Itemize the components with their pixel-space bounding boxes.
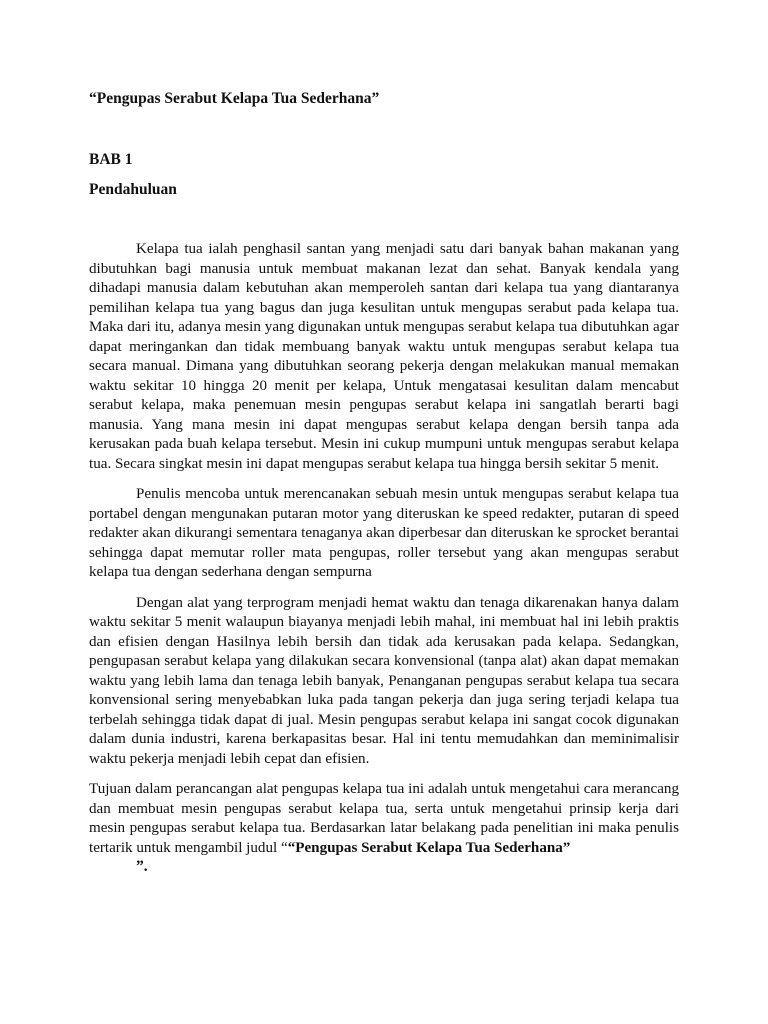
section-heading: Pendahuluan (89, 181, 177, 198)
paragraph-4-bold-title: “Pengupas Serabut Kelapa Tua Sederhana” (287, 839, 571, 856)
paragraph-2: Penulis mencoba untuk merencanakan sebuah mesin untuk mengupas serabut kelapa tua portabel dengan mengunakan putaran motor yang diteruskan ke speed redakter, putaran di speed redakter akan dikurangi sementara tenaganya akan diperbesar dan diteruskan ke sprocket berantai sehingga dapat memutar roller mata pengupas, roller tersebut yang akan mengupas serabut kelapa tua dengan sederhana dengan sempurna (89, 486, 679, 580)
paragraph-4 (89, 780, 679, 858)
paragraph-3: Dengan alat yang terprogram menjadi hemat waktu dan tenaga dikarenakan hanya dalam waktu sekitar 5 menit walaupun biayanya menjadi lebih mahal, ini membuat hal ini lebih praktis dan efisien dengan Hasilnya lebih bersih dan tidak ada kerusakan pada kelapa. Sedangkan, pengupasan serabut kelapa yang dilakukan secara konvensional (tanpa alat) akan dapat memakan waktu yang lebih lama dan tenaga lebih banyak, Penanganan pengupas serabut kelapa tua secara konvensional sering menyebabkan luka pada tangan pekerja dan juga sering terjadi kelapa tua terbelah sehingga tidak dapat di jual. Mesin pengupas serabut kelapa ini sangat cocok digunakan dalam dunia industri, karena berkapasitas besar. Hal ini tentu memudahkan dan meminimalisir waktu pekerja menjadi lebih cepat dan efisien. (89, 594, 679, 767)
body-text (89, 240, 679, 869)
paragraph-4-text: Tujuan dalam perancangan alat pengupas kelapa tua ini adalah untuk mengetahui cara merancang dan membuat mesin pengupas serabut kelapa tua, serta untuk mengetahui prinsip kerja dari mesin pengupas serabut kelapa tua. Berdasarkan latar belakang pada penelitian ini maka penulis tertarik untuk mengambil judul “ (89, 781, 679, 856)
document-title: “Pengupas Serabut Kelapa Tua Sederhana” (89, 90, 380, 107)
closing-mark: ”. (136, 858, 148, 875)
chapter-heading: BAB 1 (89, 151, 133, 168)
paragraph-1: Kelapa tua ialah penghasil santan yang menjadi satu dari banyak bahan makanan yang dibutuhkan bagi manusia untuk membuat makanan lezat dan sehat. Banyak kendala yang dihadapi manusia dalam kebutuhan akan memperoleh santan dari kelapa tua yang diantaranya pemilihan kelapa tua yang bagus dan juga kesulitan untuk mengupas serabut pada kelapa tua. Maka dari itu, adanya mesin yang digunakan untuk mengupas serabut kelapa tua dibutuhkan agar dapat meringankan dan tidak membuang banyak waktu untuk mengupas serabut kelapa tua secara manual. Dimana yang dibutuhkan seorang pekerja dengan melakukan manual memakan waktu sekitar 10 hingga 20 menit per kelapa, Untuk mengatasai kesulitan dalam mencabut serabut kelapa, maka penemuan mesin pengupas serabut kelapa ini sangatlah berarti bagi manusia. Yang mana mesin ini dapat mengupas serabut kelapa dengan bersih tanpa ada kerusakan pada buah kelapa tersebut. Mesin ini cukup mumpuni untuk mengupas serabut kelapa tua. Secara singkat mesin ini dapat mengupas serabut kelapa tua hingga bersih sekitar 5 menit. (89, 241, 679, 472)
